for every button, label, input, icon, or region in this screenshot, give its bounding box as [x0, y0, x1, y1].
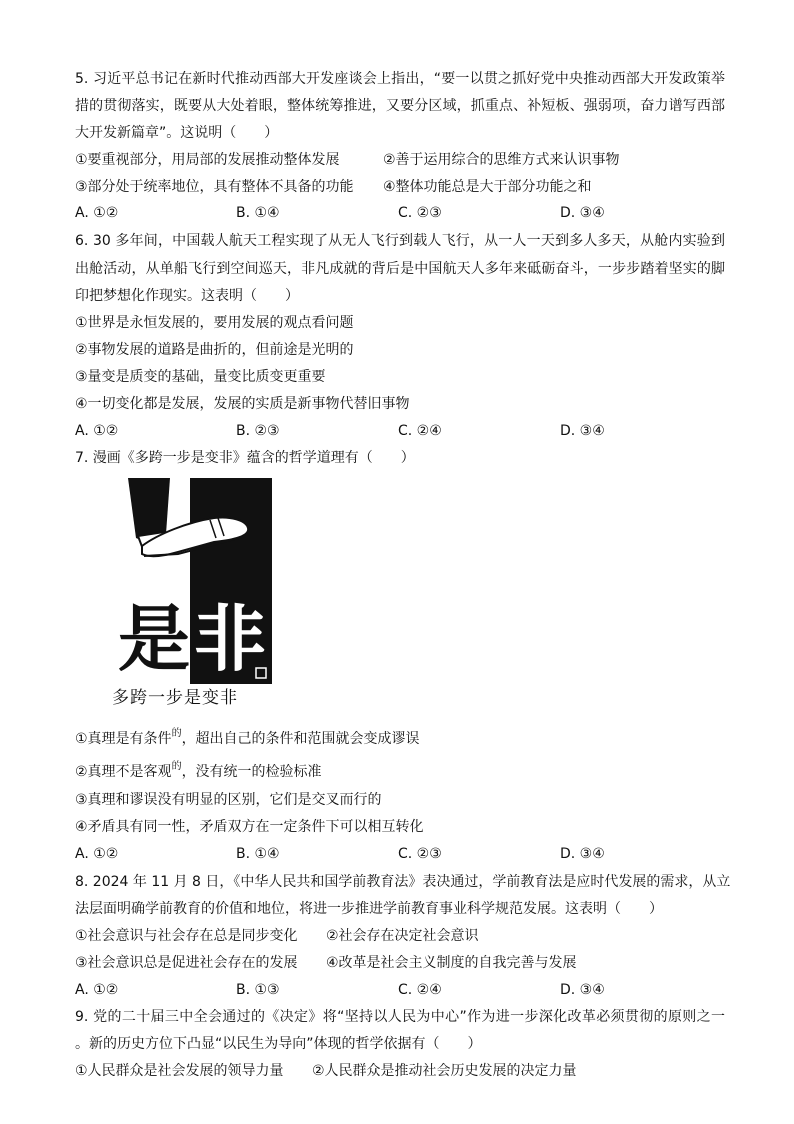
q7-statement-1-pre: ①真理是有条件: [75, 731, 172, 747]
q8-option-c[interactable]: C. ②④: [398, 982, 442, 998]
q7-statement-1: [75, 730, 420, 750]
q7-statement-2-post: ，没有统一的检验标准: [181, 764, 322, 780]
q8-option-a[interactable]: A. ①②: [75, 982, 119, 998]
q7-option-c[interactable]: C. ②③: [398, 846, 442, 862]
q5-statement-1: ①要重视部分，用局部的发展推动整体发展: [75, 152, 340, 168]
q5-stem-line-1: 5. 习近平总书记在新时代推动西部大开发座谈会上指出，“要一以贯之抓好党中央推动西部大开发政策举: [75, 71, 725, 87]
q5-option-c[interactable]: C. ②③: [398, 205, 442, 221]
q6-stem-line-3: 印把梦想化作现实。这表明（ ）: [75, 288, 299, 304]
cartoon-char-fei: 非: [193, 597, 267, 681]
q5-statement-3: ③部分处于统率地位，具有整体不具备的功能: [75, 179, 354, 195]
q6-stem-line-1: 6. 30 多年间，中国载人航天工程实现了从无人飞行到载人飞行，从一人一天到多人多天，从舱内实验到: [75, 233, 725, 249]
q6-option-a[interactable]: A. ①②: [75, 423, 119, 439]
q7-option-a[interactable]: A. ①②: [75, 846, 119, 862]
cartoon-image: [118, 478, 272, 684]
q5-statement-2: ②善于运用综合的思维方式来认识事物: [383, 152, 620, 168]
q5-option-d[interactable]: D. ③④: [560, 205, 605, 221]
q6-option-d[interactable]: D. ③④: [560, 423, 605, 439]
q6-statement-3: ③量变是质变的基础，量变比质变更重要: [75, 369, 326, 385]
q9-statement-2: ②人民群众是推动社会历史发展的决定力量: [312, 1063, 577, 1079]
q7-statement-4: ④矛盾具有同一性，矛盾双方在一定条件下可以相互转化: [75, 819, 424, 835]
q7-statement-2-sup: 的: [171, 761, 182, 772]
q7-stem: 7. 漫画《多跨一步是变非》蕴含的哲学道理有（ ）: [75, 450, 415, 466]
q5-stem-line-2: 措的贯彻落实，既要从大处着眼，整体统筹推进，又要分区域，抓重点、补短板、强弱项，奋力谱写西部: [75, 98, 725, 114]
q6-stem-line-2: 出舱活动，从单船飞行到空间巡天，非凡成就的背后是中国航天人多年来砥砺奋斗，一步步踏着坚实的脚: [75, 261, 725, 277]
q6-statement-2: ②事物发展的道路是曲折的，但前途是光明的: [75, 342, 354, 358]
q7-statement-2-pre: ②真理不是客观: [75, 764, 172, 780]
q8-stem-line-1: 8. 2024 年 11 月 8 日，《中华人民共和国学前教育法》表决通过，学前教育法是应时代发展的需求，从立: [75, 874, 731, 890]
q7-option-b[interactable]: B. ①④: [236, 846, 280, 862]
q6-option-c[interactable]: C. ②④: [398, 423, 442, 439]
cartoon-char-shi: 是: [118, 597, 191, 681]
q7-option-d[interactable]: D. ③④: [560, 846, 605, 862]
q7-statement-3: ③真理和谬误没有明显的区别，它们是交叉而行的: [75, 792, 382, 808]
q9-stem-line-1: 9. 党的二十届三中全会通过的《决定》将“坚持以人民为中心”作为进一步深化改革必须贯彻的原则之一: [75, 1009, 725, 1025]
q6-statement-4: ④一切变化都是发展，发展的实质是新事物代替旧事物: [75, 396, 410, 412]
q5-statement-4: ④整体功能总是大于部分功能之和: [383, 179, 592, 195]
q6-option-b[interactable]: B. ②③: [236, 423, 280, 439]
q8-statement-2: ②社会存在决定社会意识: [326, 928, 479, 944]
q8-statement-3: ③社会意识总是促进社会存在的发展: [75, 955, 298, 971]
q7-statement-1-sup: 的: [171, 728, 182, 739]
cartoon-caption: 多跨一步是变非: [112, 688, 238, 708]
q8-stem-line-2: 法层面明确学前教育的价值和地位，将进一步推进学前教育事业科学规范发展。这表明（ ）: [75, 901, 663, 917]
q7-statement-2: [75, 763, 322, 783]
q5-option-b[interactable]: B. ①④: [236, 205, 280, 221]
q8-statement-1: ①社会意识与社会存在总是同步变化: [75, 928, 298, 944]
q8-option-d[interactable]: D. ③④: [560, 982, 605, 998]
q6-statement-1: ①世界是永恒发展的，要用发展的观点看问题: [75, 315, 354, 331]
q8-option-b[interactable]: B. ①③: [236, 982, 280, 998]
q8-statement-4: ④改革是社会主义制度的自我完善与发展: [326, 955, 577, 971]
q7-statement-1-post: ，超出自己的条件和范围就会变成谬误: [181, 731, 420, 747]
q5-stem-line-3: 大开发新篇章”。这说明（ ）: [75, 125, 279, 141]
q9-stem-line-2: 。新的历史方位下凸显“以民生为导向”体现的哲学依据有（ ）: [75, 1036, 482, 1052]
q9-statement-1: ①人民群众是社会发展的领导力量: [75, 1063, 284, 1079]
q5-option-a[interactable]: A. ①②: [75, 205, 119, 221]
